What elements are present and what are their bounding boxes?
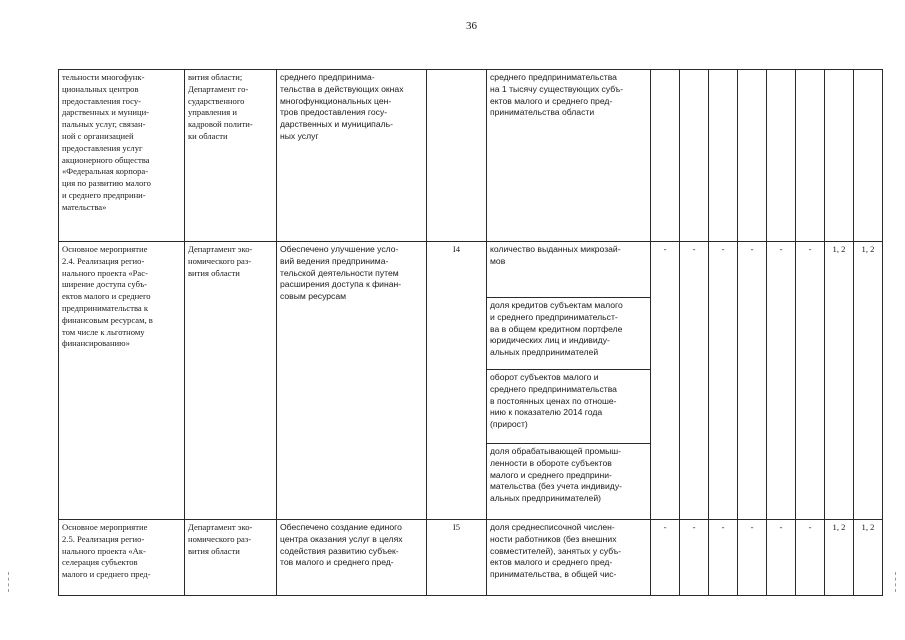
value-cell	[796, 520, 825, 596]
value-text: -	[692, 522, 696, 532]
value-cell	[709, 70, 738, 242]
value-text: -	[692, 244, 696, 254]
indicator-text: доля обрабатывающей промыш- ленности в обороте субъектов малого и среднего предприни- мательства (без учета индивиду- альных предпринимателей)	[490, 446, 622, 504]
value-cell	[796, 242, 825, 520]
value-cell	[651, 520, 680, 596]
right-edge-mark	[895, 572, 898, 592]
task-number: I5	[452, 522, 461, 532]
executor-text: вития области; Департамент го- сударственного управления и кадровой полити- ки области	[188, 72, 253, 141]
value-cell	[738, 242, 767, 520]
indicator-text: количество выданных микрозай- мов	[490, 244, 621, 266]
executor-text: Департамент эко- номического раз- вития области	[188, 522, 253, 556]
value-text: -	[808, 244, 812, 254]
value-text: -	[750, 522, 754, 532]
table-row	[59, 520, 883, 596]
page-number: 36	[466, 20, 477, 32]
value-text: -	[721, 244, 725, 254]
program-events-table	[58, 69, 883, 596]
value-text: -	[663, 522, 667, 532]
value-cell	[680, 520, 709, 596]
value-cell	[854, 242, 883, 520]
result-text: Обеспечено создание единого центра оказания услуг в целях содействия развитию субъек- тов малого и среднего пред-	[280, 522, 403, 568]
value-cell	[738, 70, 767, 242]
value-cell	[796, 70, 825, 242]
table-row	[59, 242, 883, 298]
event-text: тельности многофунк- циональных центров предоставления госу- дарственных и муници- пальных услуг, связан- ной с организацией предоставления услуг акционерного общества «Федеральная корпора- ция по развитию малого и среднего предприни- мательства»	[62, 72, 151, 212]
event-text: Основное мероприятие 2.4. Реализация регио- нального проекта «Рас- ширение доступа субъ- ектов малого и среднего предпринимательства к финансовым ресурсам, в том числе к льготному финансированию»	[62, 244, 153, 349]
indicator-cell	[487, 444, 651, 520]
task-number: I4	[452, 244, 461, 254]
executor-cell	[185, 520, 277, 596]
value-text: 1, 2	[861, 244, 875, 254]
event-cell	[59, 242, 185, 520]
value-text: -	[779, 522, 783, 532]
event-cell	[59, 70, 185, 242]
value-text: -	[779, 244, 783, 254]
indicator-cell	[487, 520, 651, 596]
table-row	[59, 70, 883, 242]
value-cell	[825, 520, 854, 596]
value-text: -	[750, 244, 754, 254]
value-cell	[738, 520, 767, 596]
result-cell	[277, 520, 427, 596]
value-cell	[854, 70, 883, 242]
indicator-cell	[487, 242, 651, 298]
indicator-text: оборот субъектов малого и среднего предпринимательства в постоянных ценах по отноше- нию к показателю 2014 года (прирост)	[490, 372, 617, 430]
task-number-cell	[427, 242, 487, 520]
result-text: среднего предпринима- тельства в действующих окнах многофункциональных цен- тров предоставления госу- дарственных и муниципаль- ных услуг	[280, 72, 404, 141]
indicator-text: доля среднесписочной числен- ности работников (без внешних совместителей), занятых у субъ- ектов малого и среднего пред- принимательства, в общей чис-	[490, 522, 622, 580]
executor-cell	[185, 70, 277, 242]
task-number-cell	[427, 70, 487, 242]
event-text: Основное мероприятие 2.5. Реализация регио- нального проекта «Ак- селерация субъектов малого и среднего пред-	[62, 522, 151, 580]
result-text: Обеспечено улучшение усло- вий ведения предпринима- тельской деятельности путем расширения доступа к финан- совым ресурсам	[280, 244, 402, 302]
value-text: -	[808, 522, 812, 532]
value-cell	[709, 520, 738, 596]
indicator-text: среднего предпринимательства на 1 тысячу существующих субъ- ектов малого и среднего пред- принимательства области	[490, 72, 624, 118]
value-cell	[825, 242, 854, 520]
event-cell	[59, 520, 185, 596]
value-cell	[767, 242, 796, 520]
indicator-cell	[487, 370, 651, 444]
value-cell	[651, 242, 680, 520]
value-text: 1, 2	[861, 522, 875, 532]
indicator-cell	[487, 70, 651, 242]
result-cell	[277, 242, 427, 520]
value-cell	[651, 70, 680, 242]
task-number-cell	[427, 520, 487, 596]
executor-cell	[185, 242, 277, 520]
value-cell	[680, 70, 709, 242]
value-text: -	[663, 244, 667, 254]
value-cell	[825, 70, 854, 242]
value-cell	[767, 520, 796, 596]
result-cell	[277, 70, 427, 242]
value-cell	[680, 242, 709, 520]
indicator-text: доля кредитов субъектам малого и среднего предпринимательст- ва в общем кредитном портфеле юридических лиц и индивиду- альных предпринимателей	[490, 300, 623, 358]
value-text: -	[721, 522, 725, 532]
value-cell	[767, 70, 796, 242]
left-edge-mark	[8, 572, 11, 592]
value-text: 1, 2	[832, 244, 846, 254]
indicator-cell	[487, 298, 651, 370]
executor-text: Департамент эко- номического раз- вития области	[188, 244, 253, 278]
value-cell	[854, 520, 883, 596]
value-text: 1, 2	[832, 522, 846, 532]
value-cell	[709, 242, 738, 520]
